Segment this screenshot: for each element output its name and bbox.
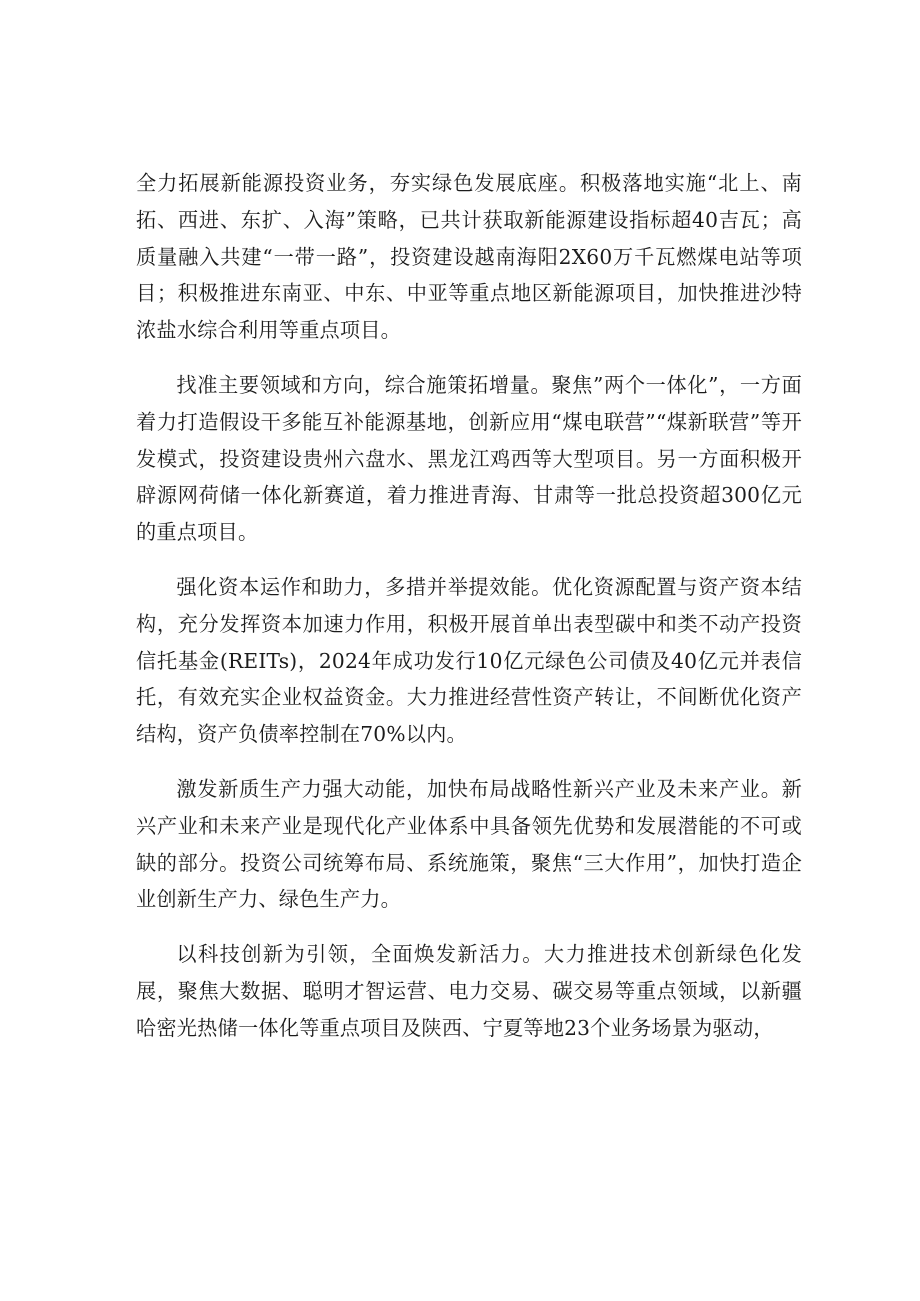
document-body (136, 165, 802, 1065)
paragraph-3: 强化资本运作和助力，多措并举提效能。优化资源配置与资产资本结构，充分发挥资本加速力作用，积极开展首单出表型碳中和类不动产投资信托基金(REITs)，2024年成功发行10亿元绿色公司债及40亿元并表信托，有效充实企业权益资金。大力推进经营性资产转让，不间断优化资产结构，资产负债率控制在70%以内。 (136, 574, 802, 747)
paragraph-4: 激发新质生产力强大动能，加快布局战略性新兴产业及未来产业。新兴产业和未来产业是现代化产业体系中具备领先优势和发展潜能的不可或缺的部分。投资公司统筹布局、系统施策，聚焦“三大作用”，加快打造企业创新生产力、绿色生产力。 (136, 776, 802, 912)
paragraph-5: 以科技创新为引领，全面焕发新活力。大力推进技术创新绿色化发展，聚焦大数据、聪明才智运营、电力交易、碳交易等重点领域，以新疆哈密光热储一体化等重点项目及陕西、宁夏等地23个业务场景为驱动， (136, 942, 802, 1040)
paragraph-2: 找准主要领域和方向，综合施策拓增量。聚焦”两个一体化”，一方面着力打造假设干多能互补能源基地，创新应用“煤电联营”“煤新联营”等开发模式，投资建设贵州六盘水、黑龙江鸡西等大型项目。另一方面积极开辟源网荷储一体化新赛道，着力推进青海、甘肃等一批总投资超300亿元的重点项目。 (136, 372, 802, 545)
paragraph-1: 全力拓展新能源投资业务，夯实绿色发展底座。积极落地实施“北上、南拓、西进、东扩、入海”策略，已共计获取新能源建设指标超40吉瓦；高质量融入共建“一带一路”，投资建设越南海阳2X60万千瓦燃煤电站等项目；积极推进东南亚、中东、中亚等重点地区新能源项目，加快推进沙特浓盐水综合利用等重点项目。 (136, 171, 802, 343)
